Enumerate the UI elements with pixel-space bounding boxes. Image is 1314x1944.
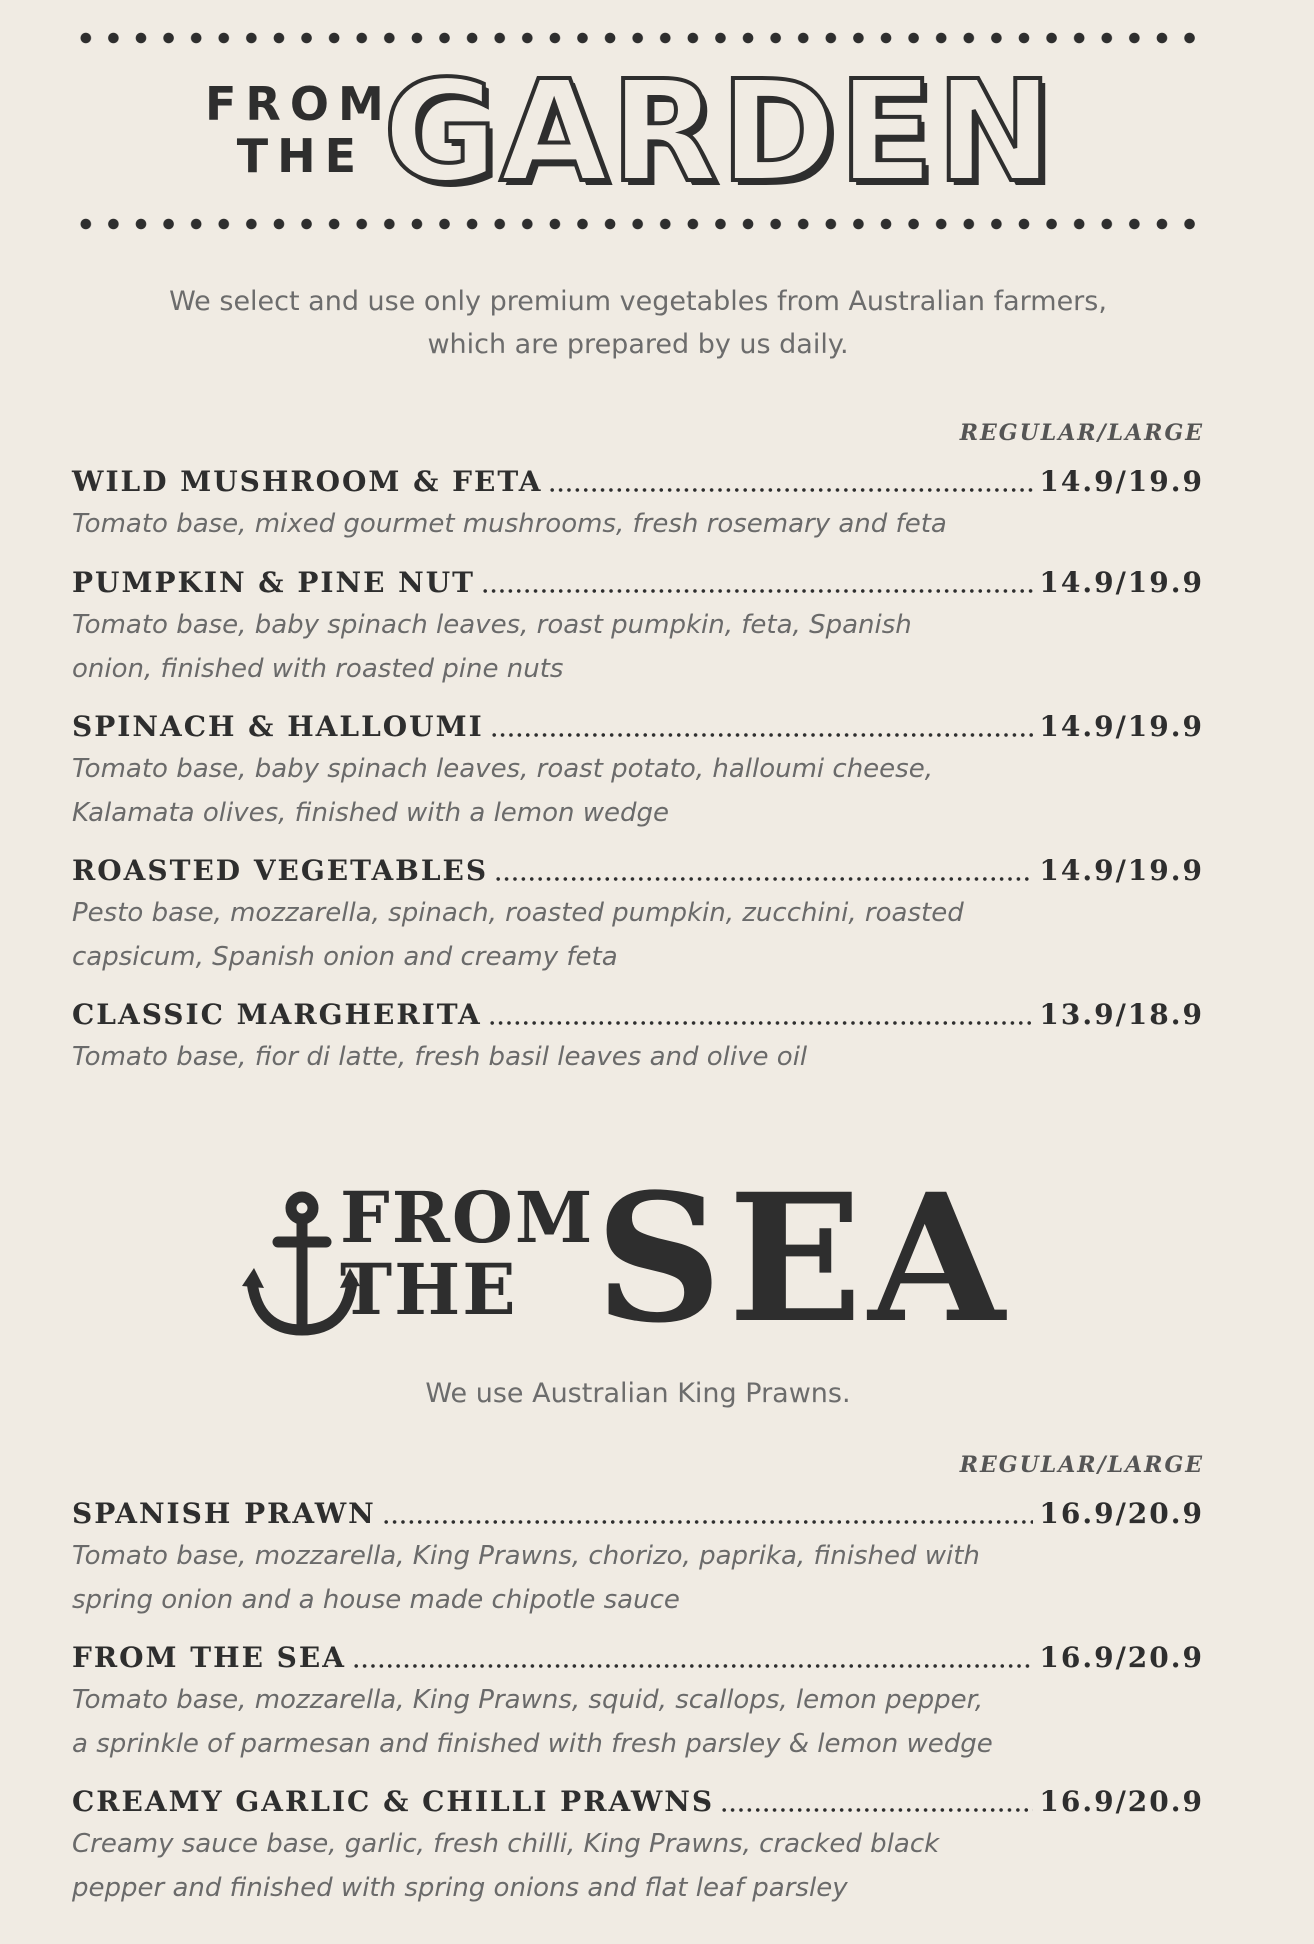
dot-leader <box>720 1808 1033 1812</box>
garden-title-big: GARDEN <box>383 51 1056 214</box>
item-name: SPANISH PRAWN <box>72 1497 376 1530</box>
item-price: 13.9/18.9 <box>1039 998 1204 1031</box>
menu-item <box>72 851 1204 995</box>
item-name: FROM THE SEA <box>72 1641 346 1674</box>
garden-title-the: THE <box>236 129 365 183</box>
sea-title-the: THE <box>340 1248 518 1331</box>
dot-leader <box>481 589 1033 593</box>
item-price: 14.9/19.9 <box>1039 854 1204 887</box>
garden-section-title <box>205 51 1105 214</box>
garden-size-label: REGULAR/LARGE <box>959 420 1204 446</box>
item-description: Tomato base, baby spinach leaves, roast potato, halloumi cheese, Kalamata olives, finished with a lemon wedge <box>72 754 933 828</box>
dotted-rule-bottom <box>72 218 1204 230</box>
item-description: Creamy sauce base, garlic, fresh chilli, King Prawns, cracked black pepper and finished with spring onions and flat leaf parsley <box>72 1829 940 1903</box>
item-name: SPINACH & HALLOUMI <box>72 710 484 743</box>
item-price: 16.9/20.9 <box>1039 1785 1204 1818</box>
menu-item <box>72 707 1204 851</box>
menu-item <box>72 1638 1204 1782</box>
garden-title-from: FROM <box>205 77 393 131</box>
sea-title-small <box>340 1176 595 1331</box>
garden-intro-line: We select and use only premium vegetables from Australian farmers, <box>169 286 1107 317</box>
item-description: Tomato base, fior di latte, fresh basil leaves and olive oil <box>72 1042 808 1072</box>
dot-leader <box>488 1021 1034 1025</box>
item-price: 16.9/20.9 <box>1039 1497 1204 1530</box>
garden-menu-list <box>72 462 1204 1096</box>
dot-leader <box>382 1520 1034 1524</box>
item-name: CREAMY GARLIC & CHILLI PRAWNS <box>72 1785 715 1818</box>
item-description: Tomato base, baby spinach leaves, roast pumpkin, feta, Spanish onion, finished with roasted pine nuts <box>72 610 912 684</box>
garden-title-small <box>205 77 393 183</box>
menu-item <box>72 563 1204 707</box>
sea-title-from: FROM <box>340 1176 595 1259</box>
sea-section-title <box>240 1155 1040 1362</box>
item-description: Tomato base, mozzarella, King Prawns, squid, scallops, lemon pepper, a sprinkle of parmesan and finished with fresh parsley & lemon wedge <box>72 1685 993 1759</box>
dotted-rule-top <box>72 32 1204 44</box>
item-description: Tomato base, mozzarella, King Prawns, chorizo, paprika, finished with spring onion and a house made chipotle sauce <box>72 1541 980 1615</box>
dot-leader <box>548 488 1033 492</box>
sea-intro: We use Australian King Prawns. <box>425 1378 851 1409</box>
item-price: 14.9/19.9 <box>1039 566 1204 599</box>
item-description: Tomato base, mixed gourmet mushrooms, fresh rosemary and feta <box>72 509 947 539</box>
item-name: CLASSIC MARGHERITA <box>72 998 482 1031</box>
item-price: 16.9/20.9 <box>1039 1641 1204 1674</box>
menu-item <box>72 1494 1204 1638</box>
item-name: WILD MUSHROOM & FETA <box>72 465 543 498</box>
menu-item <box>72 995 1204 1096</box>
menu-item <box>72 462 1204 563</box>
sea-size-label: REGULAR/LARGE <box>959 1452 1204 1478</box>
dot-leader <box>494 877 1033 881</box>
menu-item <box>72 1782 1204 1926</box>
item-price: 14.9/19.9 <box>1039 465 1204 498</box>
dot-leader <box>490 733 1034 737</box>
sea-menu-list <box>72 1494 1204 1926</box>
garden-intro <box>72 280 1204 366</box>
item-name: ROASTED VEGETABLES <box>72 854 489 887</box>
sea-title-big: SEA <box>595 1155 1011 1362</box>
item-price: 14.9/19.9 <box>1039 710 1204 743</box>
item-name: PUMPKIN & PINE NUT <box>72 566 476 599</box>
item-description: Pesto base, mozzarella, spinach, roasted pumpkin, zucchini, roasted capsicum, Spanish onion and creamy feta <box>72 898 964 972</box>
garden-intro-line: which are prepared by us daily. <box>427 329 849 360</box>
dot-leader <box>352 1664 1033 1668</box>
